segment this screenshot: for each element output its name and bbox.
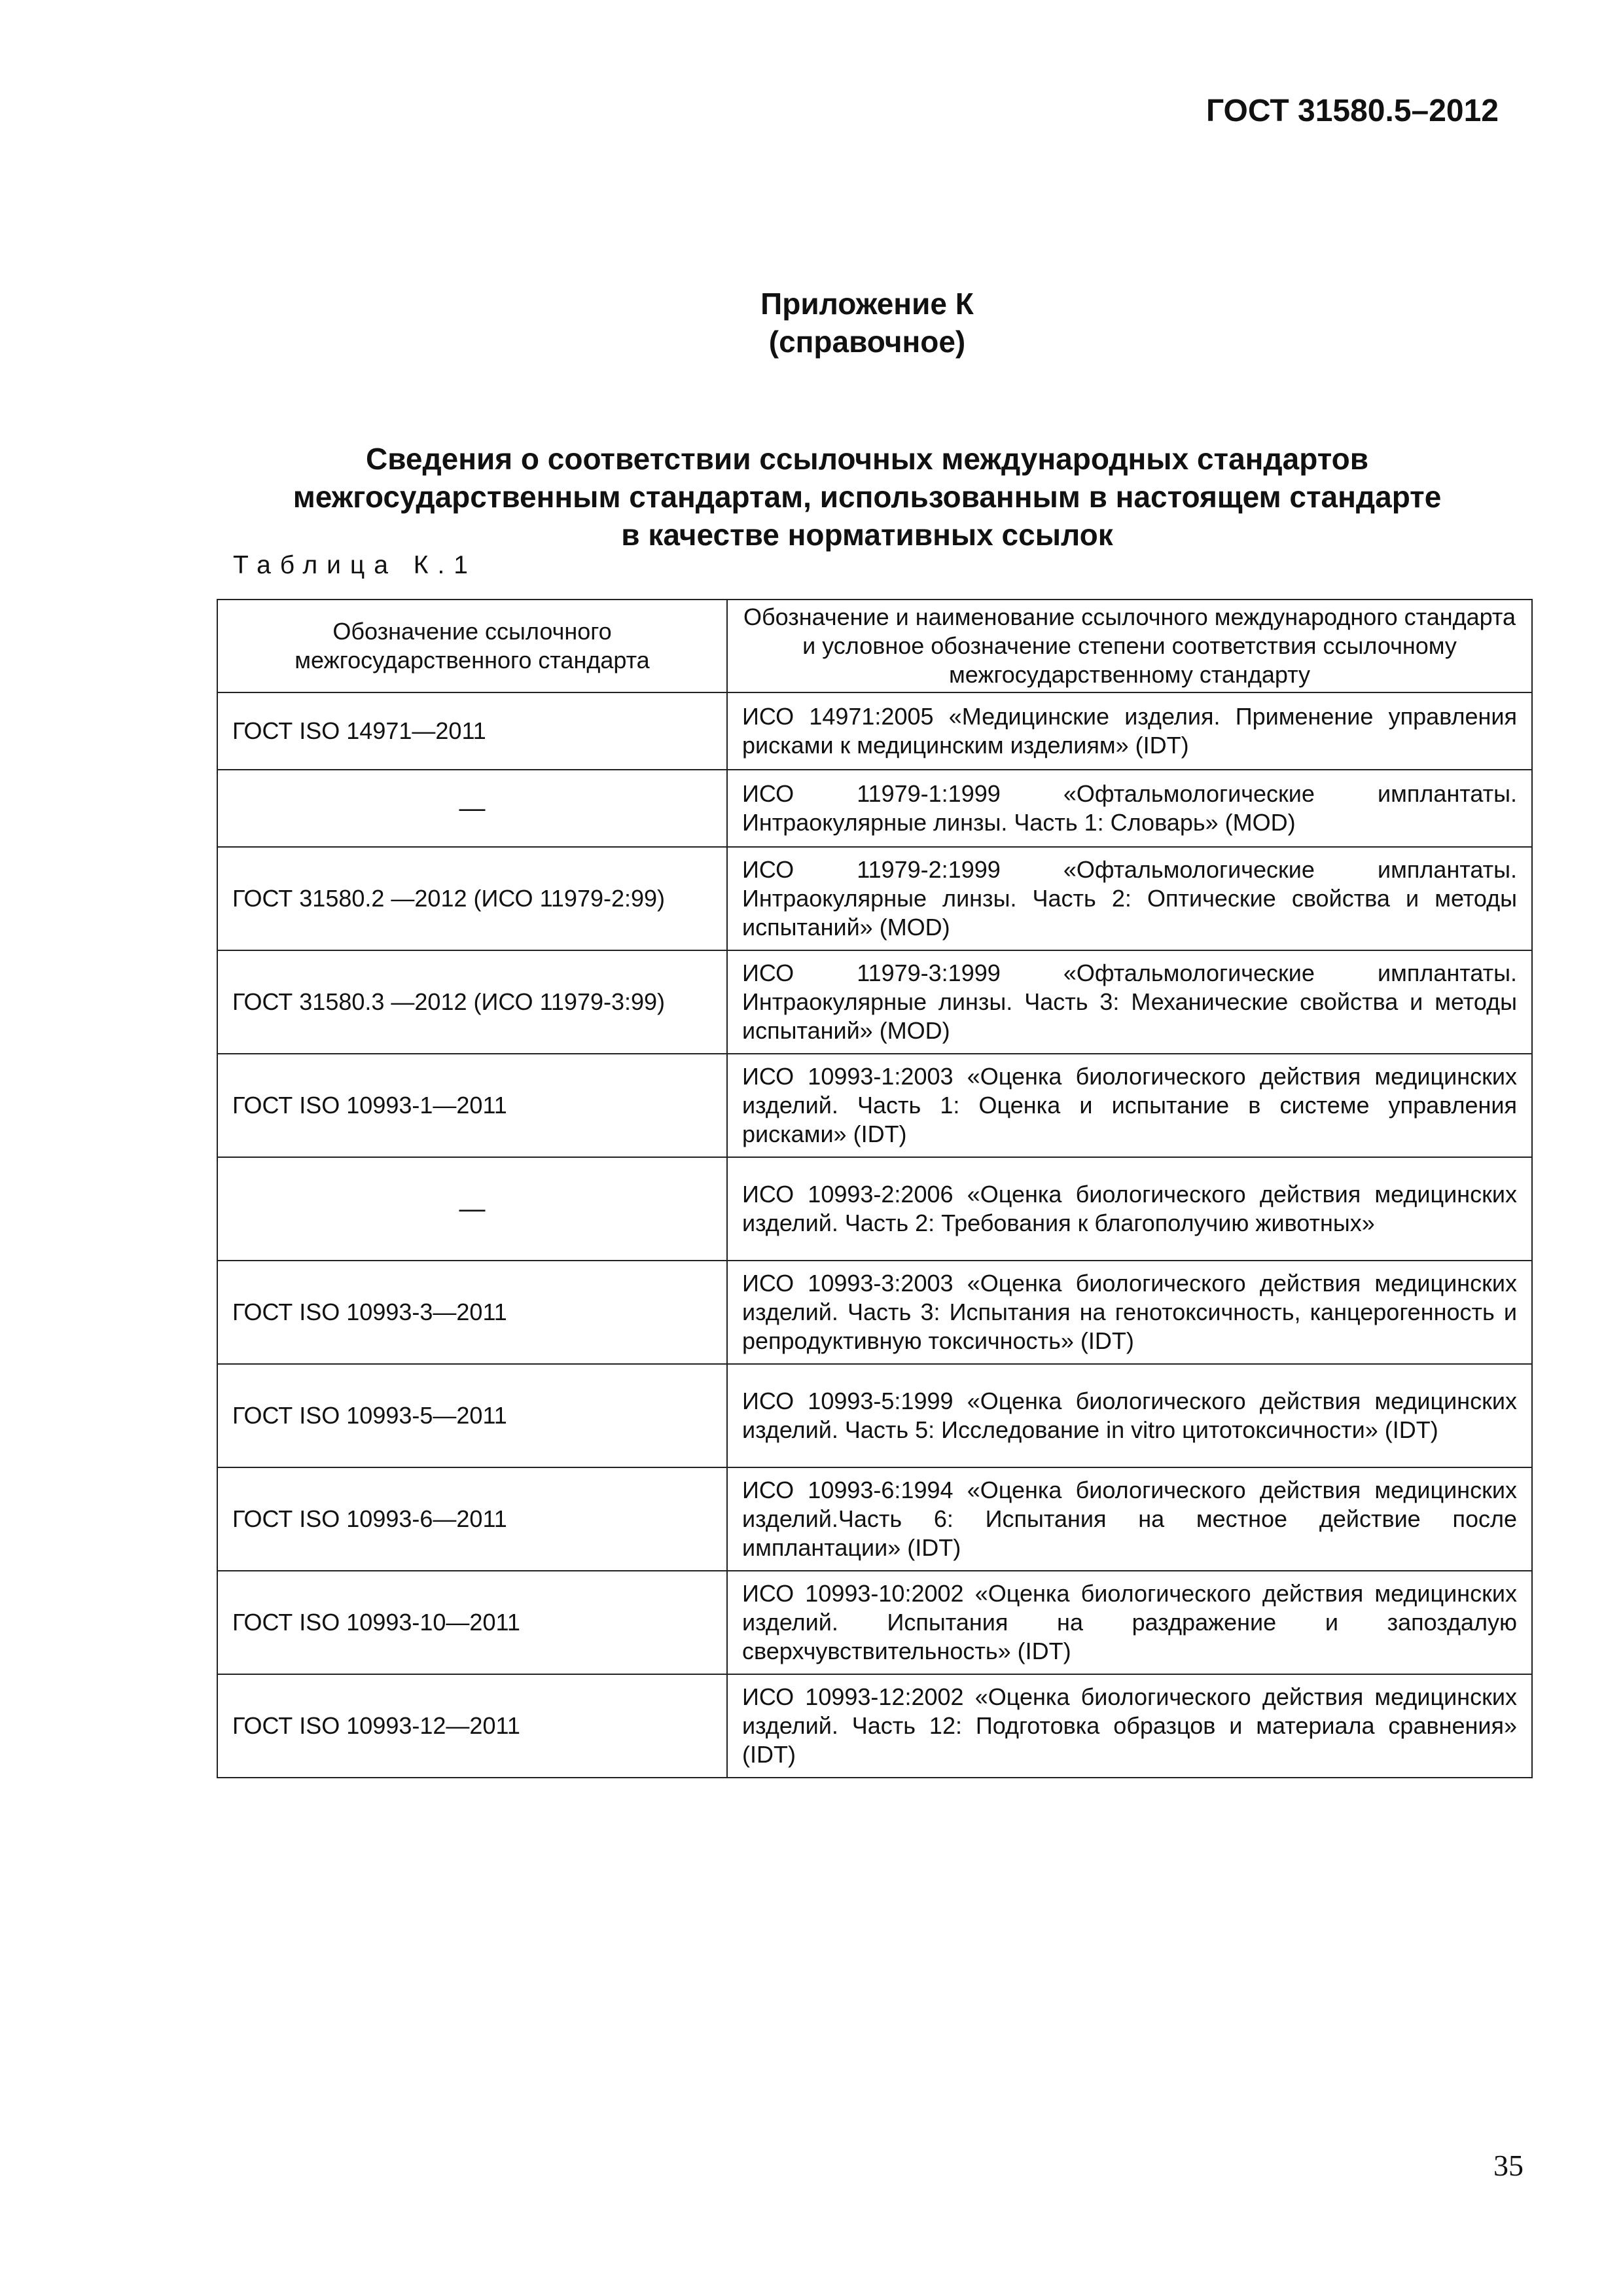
table-row — [217, 1157, 1532, 1261]
international-standard-cell: ИСО 14971:2005 «Медицинские изделия. Применение управления рисками к медицинским изделиям» (IDT) — [727, 692, 1532, 770]
table-row — [217, 692, 1532, 770]
international-standard-cell: ИСО 11979-1:1999 «Офтальмологические имплантаты. Интраокулярные линзы. Часть 1: Словарь» (MOD) — [727, 770, 1532, 847]
international-standard-cell: ИСО 10993-2:2006 «Оценка биологического действия медицинских изделий. Часть 2: Требования к благополучию животных» — [727, 1157, 1532, 1261]
table-row — [217, 1364, 1532, 1467]
heading-line: Сведения о соответствии ссылочных международных стандартов — [365, 442, 1369, 476]
document-code: ГОСТ 31580.5–2012 — [1205, 94, 1499, 128]
national-standard-cell: ГОСТ ISO 10993-6—2011 — [217, 1467, 727, 1571]
national-standard-cell: — — [217, 770, 727, 847]
national-standard-cell: ГОСТ ISO 10993-12—2011 — [217, 1674, 727, 1778]
national-standard-cell: ГОСТ ISO 10993-10—2011 — [217, 1571, 727, 1674]
annex-type: (справочное) — [768, 325, 966, 359]
table-label: Таблица К.1 — [233, 551, 477, 579]
table-row — [217, 1467, 1532, 1571]
annex-title — [0, 285, 1623, 361]
international-standard-cell: ИСО 10993-1:2003 «Оценка биологического действия медицинских изделий. Часть 1: Оценка и испытание в системе управления рисками» (IDT) — [727, 1054, 1532, 1157]
table-row — [217, 950, 1532, 1054]
national-standard-cell: ГОСТ ISO 10993-5—2011 — [217, 1364, 727, 1467]
table-row — [217, 847, 1532, 950]
reference-standards-table — [217, 599, 1533, 1778]
table-row — [217, 1571, 1532, 1674]
column-header-national: Обозначение ссылочного межгосударственного стандарта — [217, 600, 727, 692]
international-standard-cell: ИСО 10993-3:2003 «Оценка биологического действия медицинских изделий. Часть 3: Испытания на генотоксичность, канцерогенность и репродуктивную токсичность» (IDT) — [727, 1261, 1532, 1364]
national-standard-cell: ГОСТ ISO 10993-3—2011 — [217, 1261, 727, 1364]
annex-name: Приложение К — [760, 287, 974, 321]
international-standard-cell: ИСО 10993-6:1994 «Оценка биологического действия медицинских изделий.Часть 6: Испытания на местное действие после имплантации» (IDT) — [727, 1467, 1532, 1571]
national-standard-cell: ГОСТ ISO 14971—2011 — [217, 692, 727, 770]
international-standard-cell: ИСО 11979-2:1999 «Офтальмологические имплантаты. Интраокулярные линзы. Часть 2: Оптические свойства и методы испытаний» (MOD) — [727, 847, 1532, 950]
international-standard-cell: ИСО 11979-3:1999 «Офтальмологические имплантаты. Интраокулярные линзы. Часть 3: Механические свойства и методы испытаний» (MOD) — [727, 950, 1532, 1054]
national-standard-cell: — — [217, 1157, 727, 1261]
table-row — [217, 1261, 1532, 1364]
international-standard-cell: ИСО 10993-5:1999 «Оценка биологического действия медицинских изделий. Часть 5: Исследование in vitro цитотоксичности» (IDT) — [727, 1364, 1532, 1467]
national-standard-cell: ГОСТ ISO 10993-1—2011 — [217, 1054, 727, 1157]
national-standard-cell: ГОСТ 31580.2 —2012 (ИСО 11979-2:99) — [217, 847, 727, 950]
heading-line: межгосударственным стандартам, использованным в настоящем стандарте — [293, 480, 1442, 514]
heading-line: в качестве нормативных ссылок — [621, 518, 1113, 552]
page-number: 35 — [1493, 2149, 1524, 2182]
table-row — [217, 1054, 1532, 1157]
table-header-row — [217, 600, 1532, 692]
table-row — [217, 1674, 1532, 1778]
international-standard-cell: ИСО 10993-10:2002 «Оценка биологического действия медицинских изделий. Испытания на раздражение и запоздалую сверхчувствительность» (IDT) — [727, 1571, 1532, 1674]
table-row — [217, 770, 1532, 847]
column-header-international: Обозначение и наименование ссылочного международного стандарта и условное обозначение степени соответствия ссылочному межгосударственному стандарту — [727, 600, 1532, 692]
section-heading — [0, 440, 1623, 554]
international-standard-cell: ИСО 10993-12:2002 «Оценка биологического действия медицинских изделий. Часть 12: Подготовка образцов и материала сравнения» (IDT) — [727, 1674, 1532, 1778]
national-standard-cell: ГОСТ 31580.3 —2012 (ИСО 11979-3:99) — [217, 950, 727, 1054]
